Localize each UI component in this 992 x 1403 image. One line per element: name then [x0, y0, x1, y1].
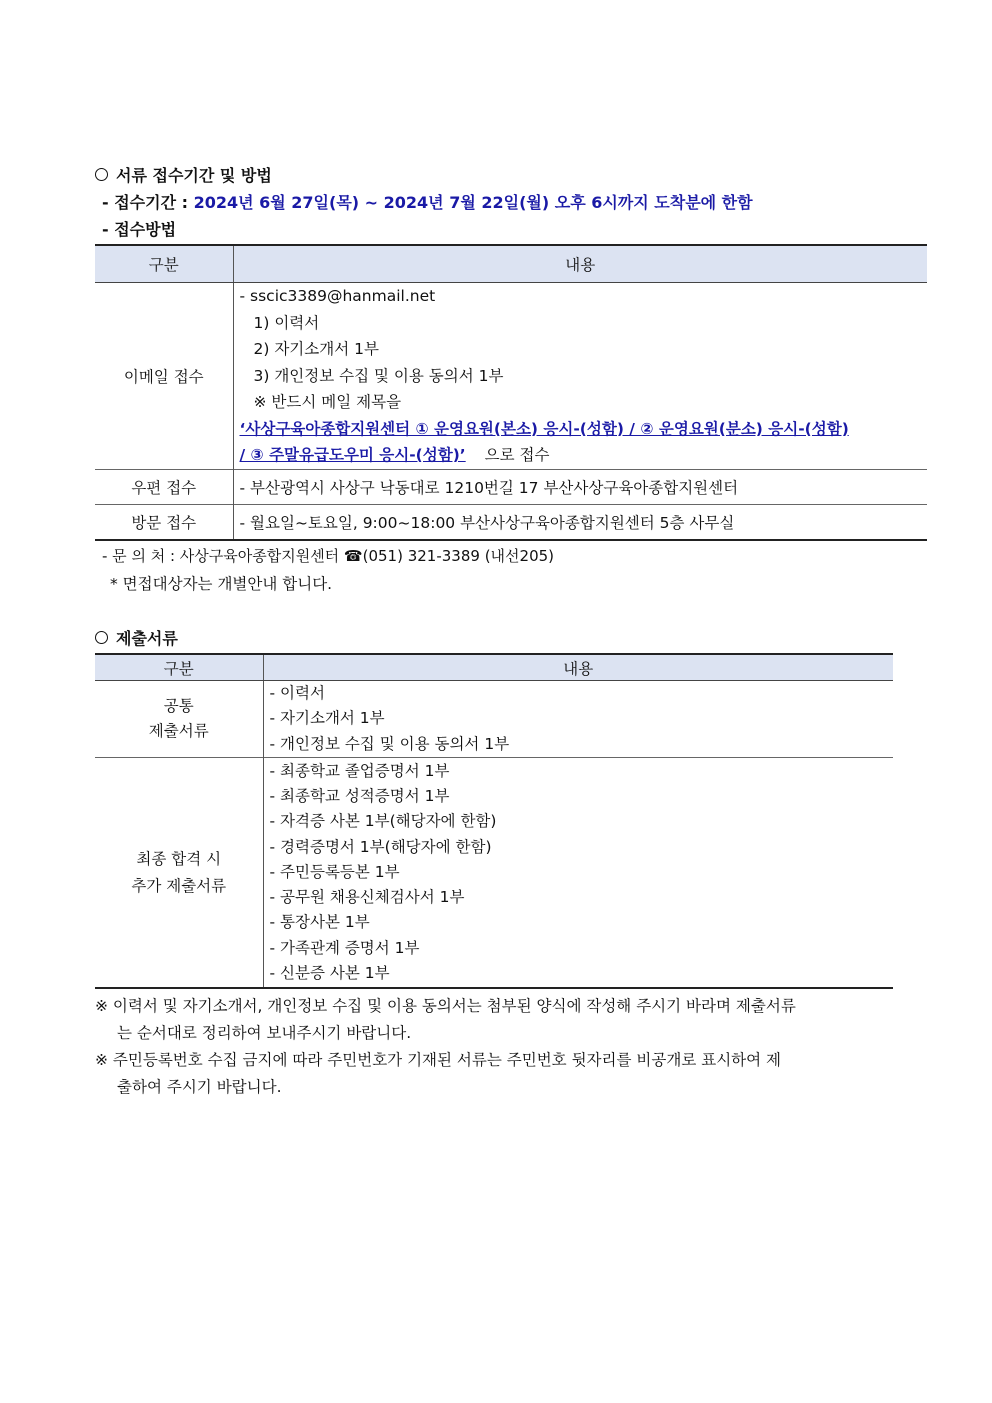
table-header-content: 내용 [263, 654, 893, 681]
contact-info: - 문 의 처 : 사상구육아종합지원센터 ☎(051) 321-3389 (내선205) [102, 547, 555, 565]
section2-heading: 제출서류 [95, 626, 178, 649]
list-item: - 신분증 사본 1부 [269, 963, 390, 982]
post-content: - 부산광역시 사상구 낙동대로 1210번길 17 부산사상구육아종합지원센터 [233, 469, 927, 504]
period-label: - 접수기간 : [102, 193, 194, 212]
list-item: - 공무원 채용신체검사서 1부 [269, 888, 465, 907]
method-table [95, 244, 927, 541]
email-item: 2) 자기소개서 1부 [253, 340, 379, 358]
section1-heading: 서류 접수기간 및 방법 [95, 163, 272, 186]
email-item: 1) 이력서 [253, 313, 320, 332]
list-item: - 가족관계 증명서 1부 [269, 938, 420, 957]
table-header-category: 구분 [95, 654, 263, 681]
table-row-common [95, 681, 893, 758]
period-value: 2024년 6월 27일(목) ~ 2024년 7월 22일(월) 오후 6시까지 도착분에 한함 [193, 193, 753, 212]
list-item: - 경력증명서 1부(해당자에 한함) [269, 837, 492, 856]
table-row-email [95, 283, 927, 470]
list-item: - 통장사본 1부 [269, 913, 370, 932]
email-note: ※ 반드시 메일 제목을 [253, 393, 402, 411]
email-content [233, 283, 927, 470]
list-item: - 이력서 [269, 684, 325, 703]
list-item: - 개인정보 수집 및 이용 동의서 1부 [269, 734, 510, 753]
list-item: - 최종학교 성적증명서 1부 [269, 787, 450, 806]
table-row-visit [95, 504, 927, 540]
table-header-content: 내용 [233, 245, 927, 283]
final-items [263, 758, 893, 989]
visit-label: 방문 접수 [95, 504, 233, 540]
email-subject-line2: / ③ 주말유급도우미 응시-(성함)’ 으로 접수 [239, 446, 550, 464]
email-label: 이메일 접수 [95, 283, 233, 470]
list-item: - 최종학교 졸업증명서 1부 [269, 762, 450, 781]
email-subject-line1: ‘사상구육아종합지원센터 ① 운영요원(본소) 응시-(성함) / ② 운영요원(분소) 응시-(성함) [239, 419, 849, 438]
common-label: 공통 제출서류 [95, 681, 263, 758]
list-item: - 자기소개서 1부 [269, 709, 385, 728]
visit-content: - 월요일~토요일, 9:00~18:00 부산사상구육아종합지원센터 5층 사무실 [233, 504, 927, 540]
post-label: 우편 접수 [95, 469, 233, 504]
documents-table [95, 653, 893, 989]
note-2: ※ 주민등록번호 수집 금지에 따라 주민번호가 기재된 서류는 주민번호 뒷자리를 비공개로 표시하여 제 출하여 주시기 바랍니다. [95, 1051, 782, 1096]
period-row [102, 190, 753, 213]
table-header-category: 구분 [95, 245, 233, 283]
note-1: ※ 이력서 및 자기소개서, 개인정보 수집 및 이용 동의서는 첨부된 양식에 작성해 주시기 바라며 제출서류 는 순서대로 정리하여 보내주시기 바랍니다. [95, 997, 796, 1042]
circle-bullet-icon [95, 631, 108, 644]
interview-note: * 면접대상자는 개별안내 합니다. [110, 575, 333, 593]
final-label: 최종 합격 시 추가 제출서류 [95, 758, 263, 989]
email-address: - sscic3389@hanmail.net [239, 287, 436, 305]
list-item: - 자격증 사본 1부(해당자에 한함) [269, 812, 497, 831]
email-item: 3) 개인정보 수집 및 이용 동의서 1부 [253, 366, 504, 385]
method-label: - 접수방법 [102, 220, 177, 239]
common-items [263, 681, 893, 758]
circle-bullet-icon [95, 168, 108, 181]
table-row-post [95, 469, 927, 504]
table-row-final [95, 758, 893, 989]
list-item: - 주민등록등본 1부 [269, 862, 400, 881]
